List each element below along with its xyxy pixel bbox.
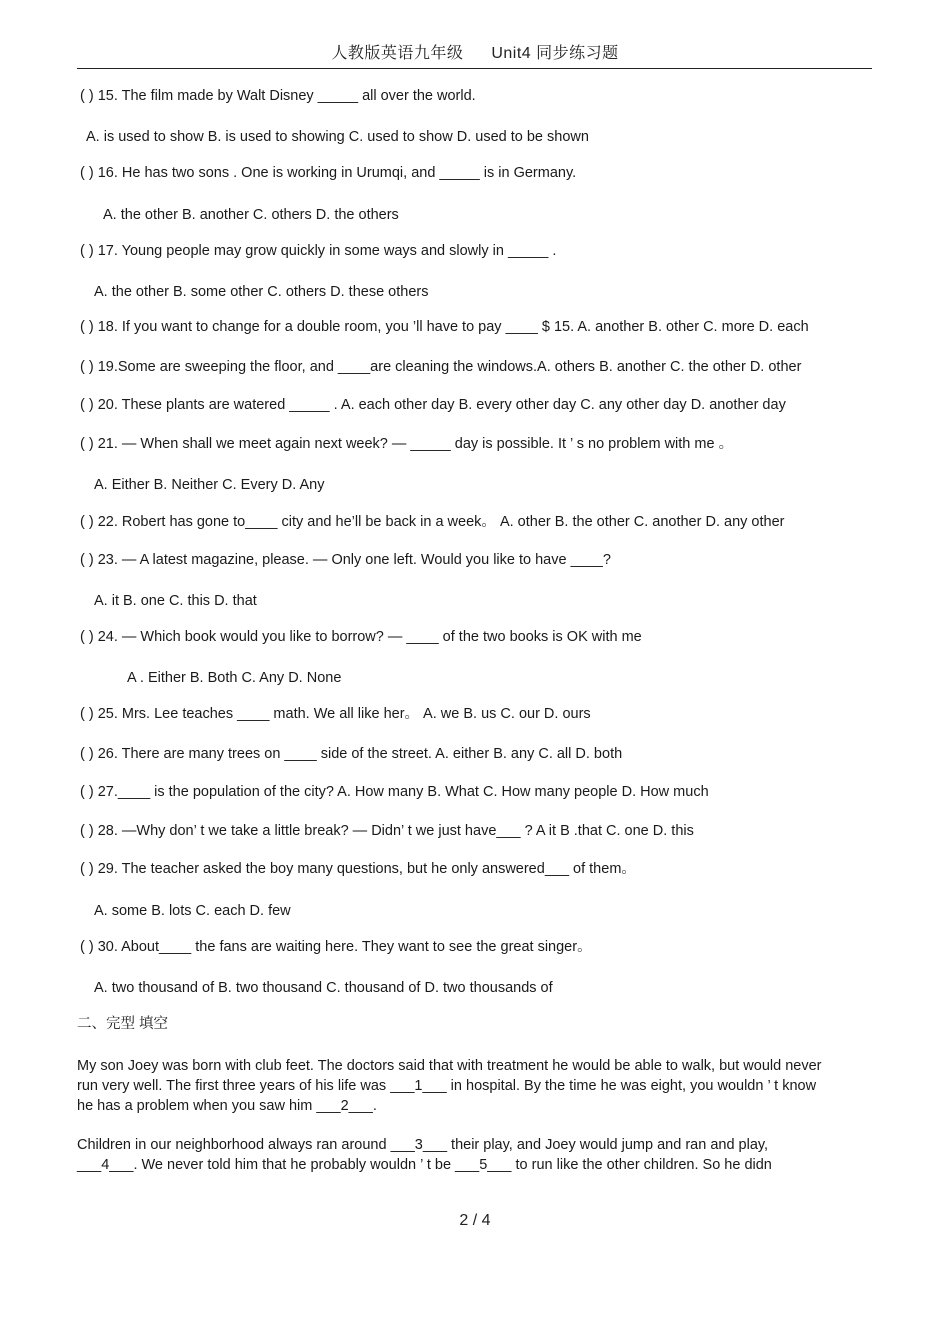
options-21: A. Either B. Neither C. Every D. Any — [94, 477, 325, 493]
question-18: ( ) 18. If you want to change for a double room, you ’ll have to pay ____ $ 15. A. another B. other C. more D. each — [80, 319, 809, 335]
options-16: A. the other B. another C. others D. the others — [103, 207, 399, 223]
options-17: A. the other B. some other C. others D. these others — [94, 284, 429, 300]
page-header — [0, 40, 950, 63]
question-21: ( ) 21. ― When shall we meet again next week? ― _____ day is possible. It ’ s no problem with me 。 — [80, 436, 734, 452]
question-15: ( ) 15. The film made by Walt Disney _____ all over the world. — [80, 88, 476, 104]
question-23: ( ) 23. ― A latest magazine, please. ― Only one left. Would you like to have ____? — [80, 552, 611, 568]
question-25: ( ) 25. Mrs. Lee teaches ____ math. We all like her。 A. we B. us C. our D. ours — [80, 706, 591, 722]
options-24: A . Either B. Both C. Any D. None — [127, 670, 342, 686]
question-16: ( ) 16. He has two sons . One is working in Urumqi, and _____ is in Germany. — [80, 165, 577, 181]
question-26: ( ) 26. There are many trees on ____ side of the street. A. either B. any C. all D. both — [80, 746, 623, 762]
question-20: ( ) 20. These plants are watered _____ . A. each other day B. every other day C. any other day D. another day — [80, 397, 786, 413]
cloze-paragraph-2-line-1: Children in our neighborhood always ran around ___3___ their play, and Joey would jump and ran and play, — [77, 1137, 769, 1153]
section-heading-cloze: 二、完型 填空 — [77, 1016, 169, 1032]
cloze-paragraph-2-line-2: ___4___. We never told him that he probably wouldn ’ t be ___5___ to run like the other children. So he didn — [77, 1157, 772, 1173]
cloze-paragraph-1-line-1: My son Joey was born with club feet. The doctors said that with treatment he would be able to walk, but would never — [77, 1058, 822, 1074]
question-28: ( ) 28. ―Why don’ t we take a little break? ― Didn’ t we just have___ ? A it B .that C. one D. this — [80, 823, 694, 839]
question-27: ( ) 27.____ is the population of the city? A. How many B. What C. How many people D. How much — [80, 784, 709, 800]
page-number: 2 / 4 — [459, 1212, 491, 1229]
question-29: ( ) 29. The teacher asked the boy many questions, but he only answered___ of them。 — [80, 861, 636, 877]
question-19: ( ) 19.Some are sweeping the floor, and ____are cleaning the windows.A. others B. another C. the other D. other — [80, 359, 802, 375]
options-15: A. is used to show B. is used to showing C. used to show D. used to be shown — [86, 129, 589, 145]
cloze-paragraph-1-line-3: he has a problem when you saw him ___2___. — [77, 1098, 377, 1114]
header-divider — [77, 68, 872, 69]
question-17: ( ) 17. Young people may grow quickly in some ways and slowly in _____ . — [80, 243, 557, 259]
cloze-paragraph-1-line-2: run very well. The first three years of his life was ___1___ in hospital. By the time he was eight, you wouldn ’ t know — [77, 1078, 817, 1094]
question-22: ( ) 22. Robert has gone to____ city and he’ll be back in a week。 A. other B. the other C. another D. any other — [80, 514, 785, 530]
question-30: ( ) 30. About____ the fans are waiting here. They want to see the great singer。 — [80, 939, 592, 955]
options-30: A. two thousand of B. two thousand C. thousand of D. two thousands of — [94, 980, 553, 996]
options-23: A. it B. one C. this D. that — [94, 593, 257, 609]
question-24: ( ) 24. ― Which book would you like to borrow? ― ____ of the two books is OK with me — [80, 629, 642, 645]
options-29: A. some B. lots C. each D. few — [94, 903, 291, 919]
header-unit: Unit4 同步练习题 — [491, 45, 619, 62]
header-title: 人教版英语九年级 — [331, 45, 464, 62]
